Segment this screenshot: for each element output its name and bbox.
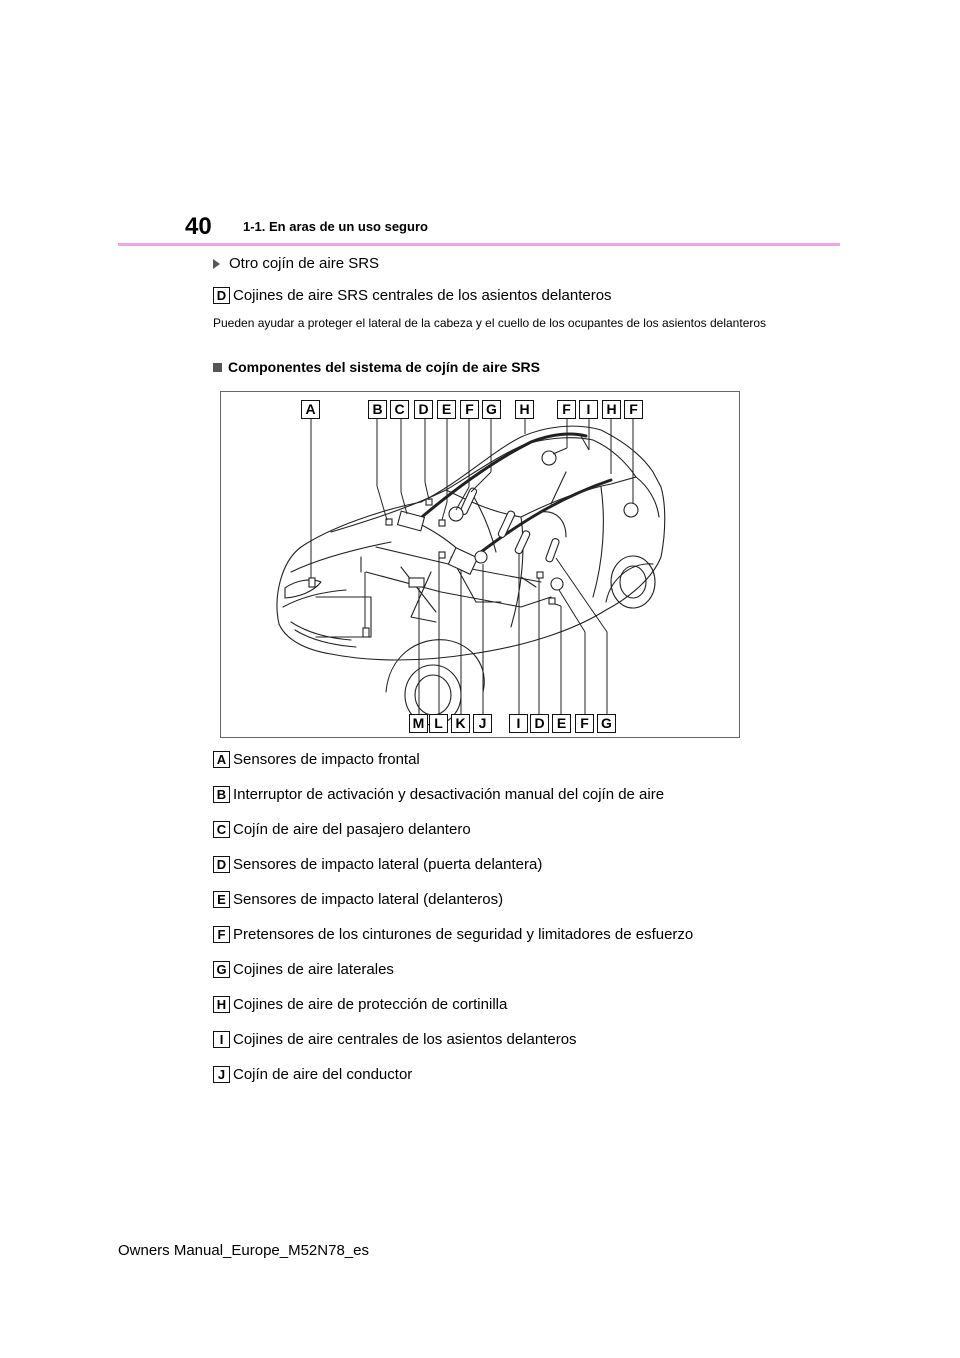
legend-text: Sensores de impacto lateral (delanteros) <box>233 891 504 908</box>
callout-bottom-e: E <box>552 714 571 733</box>
callout-bottom-i: I <box>509 714 528 733</box>
callout-bottom-j: J <box>473 714 492 733</box>
legend-label: C <box>213 821 230 838</box>
legend-text: Cojines de aire laterales <box>233 961 394 978</box>
intro-item-text: Cojines de aire SRS centrales de los asientos delanteros <box>233 287 612 304</box>
callout-top-f: F <box>460 400 479 419</box>
legend-label: F <box>213 926 230 943</box>
legend-text: Interruptor de activación y desactivación manual del cojín de aire <box>233 786 665 803</box>
callout-bottom-l: L <box>429 714 448 733</box>
callout-top-h: H <box>515 400 534 419</box>
header-rule <box>118 243 840 246</box>
callout-bottom-f: F <box>575 714 594 733</box>
intro-bullet <box>213 255 379 272</box>
legend-item <box>213 961 394 978</box>
square-bullet-icon <box>213 363 222 372</box>
legend-label: G <box>213 961 230 978</box>
triangle-bullet-icon <box>213 259 220 269</box>
legend-text: Sensores de impacto frontal <box>233 751 420 768</box>
car-airbag-illustration <box>221 392 739 737</box>
section-title: 1-1. En aras de un uso seguro <box>243 219 428 234</box>
intro-description: Pueden ayudar a proteger el lateral de la cabeza y el cuello de los ocupantes de los asientos delanteros <box>213 316 767 330</box>
callout-top-h2: H <box>602 400 621 419</box>
callout-top-c: C <box>390 400 409 419</box>
legend-item <box>213 1031 577 1048</box>
intro-item-label: D <box>213 287 230 304</box>
legend-label: B <box>213 786 230 803</box>
callout-top-f3: F <box>624 400 643 419</box>
intro-item <box>213 287 612 304</box>
callout-bottom-d: D <box>530 714 549 733</box>
page-number: 40 <box>185 213 212 240</box>
legend-text: Sensores de impacto lateral (puerta delantera) <box>233 856 543 873</box>
srs-components-diagram <box>220 391 740 738</box>
callout-top-f2: F <box>557 400 576 419</box>
callout-top-e: E <box>437 400 456 419</box>
components-heading <box>213 359 540 375</box>
legend-label: J <box>213 1066 230 1083</box>
legend-item <box>213 821 471 838</box>
legend-text: Pretensores de los cinturones de seguridad y limitadores de esfuerzo <box>233 926 694 943</box>
callout-top-a: A <box>301 400 320 419</box>
legend-item <box>213 856 542 873</box>
callout-bottom-g: G <box>597 714 616 733</box>
callout-top-i: I <box>579 400 598 419</box>
footer-doc-id: Owners Manual_Europe_M52N78_es <box>118 1242 369 1259</box>
legend-label: I <box>213 1031 230 1048</box>
intro-bullet-text: Otro cojín de aire SRS <box>229 255 380 272</box>
legend-text: Cojines de aire de protección de cortinilla <box>233 996 508 1013</box>
components-heading-text: Componentes del sistema de cojín de aire SRS <box>228 359 540 375</box>
legend-text: Cojines de aire centrales de los asientos delanteros <box>233 1031 577 1048</box>
legend-text: Cojín de aire del pasajero delantero <box>233 821 471 838</box>
legend-label: H <box>213 996 230 1013</box>
callout-top-g: G <box>482 400 501 419</box>
legend-item <box>213 1066 412 1083</box>
legend-text: Cojín de aire del conductor <box>233 1066 413 1083</box>
legend-item <box>213 926 693 943</box>
callout-bottom-m: M <box>409 714 428 733</box>
legend-item <box>213 786 664 803</box>
legend-label: D <box>213 856 230 873</box>
callout-top-b: B <box>368 400 387 419</box>
legend-item <box>213 891 503 908</box>
legend-label: E <box>213 891 230 908</box>
legend-label: A <box>213 751 230 768</box>
callout-bottom-k: K <box>451 714 470 733</box>
legend-item <box>213 996 507 1013</box>
legend-item <box>213 751 420 768</box>
callout-top-d: D <box>414 400 433 419</box>
